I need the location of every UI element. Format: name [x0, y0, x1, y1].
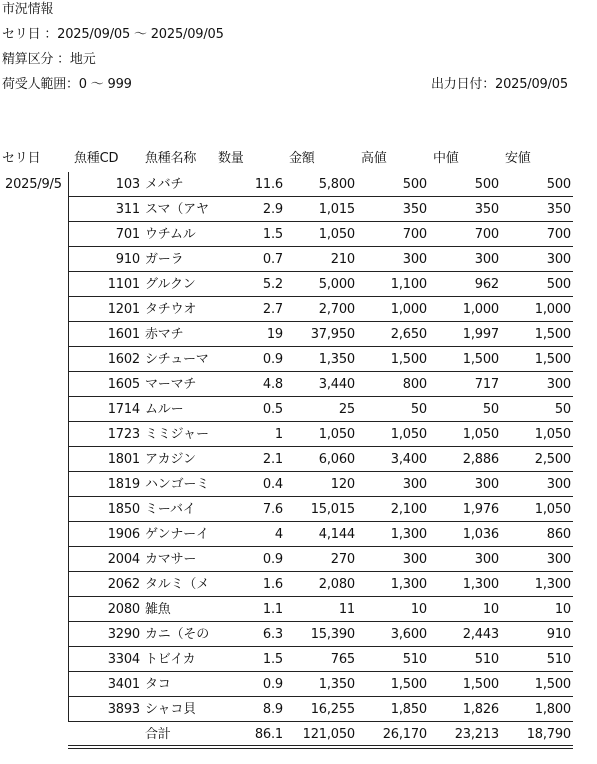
high-price-cell: 2,100: [390, 502, 427, 517]
column-header-amount: 金額: [289, 151, 315, 166]
low-price-cell: 2,500: [534, 452, 571, 467]
seri-date-cell: 2025/9/5: [5, 177, 62, 192]
row-divider: [68, 721, 573, 722]
fish-cd-cell: 1605: [107, 377, 140, 392]
fish-cd-cell: 1714: [107, 402, 140, 417]
fish-cd-cell: 3893: [107, 702, 140, 717]
column-header-quantity: 数量: [218, 151, 244, 166]
low-price-cell: 700: [546, 227, 571, 242]
fish-name-cell: ゲンナーイ: [145, 527, 209, 542]
mid-price-cell: 10: [482, 602, 499, 617]
fish-cd-cell: 103: [115, 177, 140, 192]
quantity-cell: 1.6: [262, 577, 283, 592]
amount-cell: 1,050: [318, 227, 355, 242]
quantity-cell: 2.7: [262, 302, 283, 317]
fish-name-cell: タチウオ: [145, 302, 197, 317]
column-header-fish-cd: 魚種CD: [74, 151, 119, 166]
quantity-cell: 0.4: [262, 477, 283, 492]
row-divider: [68, 446, 573, 447]
total-double-line-top: [68, 745, 573, 746]
mid-price-cell: 1,036: [462, 527, 499, 542]
amount-cell: 5,000: [318, 277, 355, 292]
mid-price-cell: 1,976: [462, 502, 499, 517]
high-price-cell: 300: [402, 252, 427, 267]
quantity-cell: 0.9: [262, 552, 283, 567]
total-double-line-bottom: [68, 748, 573, 749]
quantity-cell: 0.7: [262, 252, 283, 267]
mid-price-cell: 2,886: [462, 452, 499, 467]
low-price-cell: 1,800: [534, 702, 571, 717]
row-divider: [68, 396, 573, 397]
high-price-cell: 300: [402, 552, 427, 567]
mid-price-cell: 1,300: [462, 577, 499, 592]
low-price-cell: 300: [546, 377, 571, 392]
low-price-cell: 350: [546, 202, 571, 217]
high-price-cell: 50: [410, 402, 427, 417]
mid-price-cell: 350: [474, 202, 499, 217]
fish-name-cell: カマサー: [145, 552, 197, 567]
fish-name-cell: ミーバイ: [145, 502, 196, 517]
fish-name-cell: アカジン: [145, 452, 196, 467]
row-divider: [68, 346, 573, 347]
amount-cell: 15,390: [310, 627, 355, 642]
quantity-cell: 11.6: [254, 177, 283, 192]
column-header-high: 高値: [361, 151, 387, 166]
high-price-cell: 2,650: [390, 327, 427, 342]
high-price-cell: 300: [402, 477, 427, 492]
row-divider: [68, 546, 573, 547]
fish-cd-cell: 3290: [107, 627, 140, 642]
fish-cd-cell: 1801: [107, 452, 140, 467]
quantity-cell: 0.5: [262, 402, 283, 417]
total-low: 18,790: [526, 727, 571, 742]
output-date: 出力日付：2025/09/05: [431, 77, 568, 92]
amount-cell: 4,144: [318, 527, 355, 542]
row-divider: [68, 196, 573, 197]
high-price-cell: 10: [410, 602, 427, 617]
mid-price-cell: 1,826: [462, 702, 499, 717]
mid-price-cell: 1,500: [462, 677, 499, 692]
amount-cell: 1,350: [318, 352, 355, 367]
low-price-cell: 1,500: [534, 327, 571, 342]
amount-cell: 1,050: [318, 427, 355, 442]
fish-cd-cell: 311: [115, 202, 140, 217]
amount-cell: 120: [330, 477, 355, 492]
amount-cell: 765: [330, 652, 355, 667]
row-divider: [68, 321, 573, 322]
row-divider: [68, 296, 573, 297]
fish-cd-cell: 2004: [107, 552, 140, 567]
fish-cd-cell: 3304: [107, 652, 140, 667]
fish-cd-cell: 910: [115, 252, 140, 267]
low-price-cell: 50: [554, 402, 571, 417]
fish-name-cell: シャコ貝: [145, 702, 196, 717]
mid-price-cell: 300: [474, 552, 499, 567]
amount-cell: 5,800: [318, 177, 355, 192]
amount-cell: 2,700: [318, 302, 355, 317]
fish-name-cell: 赤マチ: [145, 327, 184, 342]
mid-price-cell: 2,443: [462, 627, 499, 642]
row-divider: [68, 371, 573, 372]
high-price-cell: 1,300: [390, 577, 427, 592]
row-divider: [68, 496, 573, 497]
quantity-cell: 8.9: [262, 702, 283, 717]
fish-cd-cell: 1601: [107, 327, 140, 342]
high-price-cell: 3,400: [390, 452, 427, 467]
high-price-cell: 1,050: [390, 427, 427, 442]
fish-cd-cell: 1819: [107, 477, 140, 492]
fish-cd-cell: 1602: [107, 352, 140, 367]
low-price-cell: 10: [554, 602, 571, 617]
row-divider: [68, 596, 573, 597]
row-divider: [68, 471, 573, 472]
consignee-range: 荷受人範囲：0 〜 999: [2, 77, 132, 92]
mid-price-cell: 500: [474, 177, 499, 192]
high-price-cell: 350: [402, 202, 427, 217]
low-price-cell: 1,500: [534, 352, 571, 367]
high-price-cell: 800: [402, 377, 427, 392]
mid-price-cell: 510: [474, 652, 499, 667]
high-price-cell: 500: [402, 177, 427, 192]
quantity-cell: 4.8: [262, 377, 283, 392]
high-price-cell: 1,000: [390, 302, 427, 317]
fish-cd-cell: 1201: [107, 302, 140, 317]
fish-name-cell: メバチ: [145, 177, 184, 192]
row-divider: [68, 421, 573, 422]
mid-price-cell: 1,000: [462, 302, 499, 317]
low-price-cell: 300: [546, 252, 571, 267]
low-price-cell: 1,000: [534, 302, 571, 317]
low-price-cell: 1,300: [534, 577, 571, 592]
amount-cell: 25: [338, 402, 355, 417]
low-price-cell: 300: [546, 552, 571, 567]
low-price-cell: 1,050: [534, 427, 571, 442]
mid-price-cell: 50: [482, 402, 499, 417]
quantity-cell: 6.3: [262, 627, 283, 642]
quantity-cell: 1.5: [262, 227, 283, 242]
row-divider: [68, 521, 573, 522]
low-price-cell: 500: [546, 277, 571, 292]
fish-name-cell: グルクン: [145, 277, 196, 292]
amount-cell: 270: [330, 552, 355, 567]
low-price-cell: 860: [546, 527, 571, 542]
amount-cell: 15,015: [310, 502, 355, 517]
fish-name-cell: スマ（アヤ: [145, 202, 209, 217]
quantity-cell: 2.1: [262, 452, 283, 467]
high-price-cell: 1,500: [390, 352, 427, 367]
row-divider: [68, 246, 573, 247]
fish-name-cell: マーマチ: [145, 377, 197, 392]
low-price-cell: 1,500: [534, 677, 571, 692]
quantity-cell: 0.9: [262, 677, 283, 692]
mid-price-cell: 700: [474, 227, 499, 242]
quantity-cell: 1.1: [262, 602, 283, 617]
fish-cd-cell: 3401: [107, 677, 140, 692]
fish-cd-cell: 2062: [107, 577, 140, 592]
fish-name-cell: タルミ（メ: [145, 577, 209, 592]
fish-name-cell: シチューマ: [145, 352, 209, 367]
high-price-cell: 700: [402, 227, 427, 242]
column-header-mid: 中値: [433, 151, 459, 166]
fish-name-cell: 雑魚: [145, 602, 171, 617]
mid-price-cell: 1,500: [462, 352, 499, 367]
fish-cd-cell: 1101: [107, 277, 140, 292]
row-divider: [68, 221, 573, 222]
high-price-cell: 3,600: [390, 627, 427, 642]
row-divider: [68, 621, 573, 622]
amount-cell: 37,950: [310, 327, 355, 342]
fish-name-cell: トビイカ: [145, 652, 196, 667]
settlement-category: 精算区分 ：地元: [2, 52, 96, 67]
total-quantity: 86.1: [254, 727, 283, 742]
mid-price-cell: 717: [474, 377, 499, 392]
mid-price-cell: 1,997: [462, 327, 499, 342]
low-price-cell: 910: [546, 627, 571, 642]
column-header-fish-name: 魚種名称: [145, 151, 197, 166]
fish-name-cell: ミミジャー: [145, 427, 209, 442]
low-price-cell: 500: [546, 177, 571, 192]
quantity-cell: 0.9: [262, 352, 283, 367]
amount-cell: 2,080: [318, 577, 355, 592]
total-mid: 23,213: [454, 727, 499, 742]
total-high: 26,170: [382, 727, 427, 742]
amount-cell: 6,060: [318, 452, 355, 467]
amount-cell: 16,255: [310, 702, 355, 717]
report-title: 市況情報: [2, 2, 54, 17]
fish-name-cell: ガーラ: [145, 252, 184, 267]
low-price-cell: 1,050: [534, 502, 571, 517]
quantity-cell: 19: [266, 327, 283, 342]
quantity-cell: 4: [274, 527, 283, 542]
low-price-cell: 300: [546, 477, 571, 492]
quantity-cell: 5.2: [262, 277, 283, 292]
fish-name-cell: ムルー: [145, 402, 184, 417]
total-amount: 121,050: [302, 727, 355, 742]
low-price-cell: 510: [546, 652, 571, 667]
row-divider: [68, 571, 573, 572]
mid-price-cell: 1,050: [462, 427, 499, 442]
fish-name-cell: ウチムル: [145, 227, 196, 242]
quantity-cell: 1.5: [262, 652, 283, 667]
amount-cell: 1,015: [318, 202, 355, 217]
fish-name-cell: ハンゴーミ: [145, 477, 209, 492]
total-label: 合計: [145, 727, 171, 742]
amount-cell: 210: [330, 252, 355, 267]
seri-date-range: セリ日 ：2025/09/05 〜 2025/09/05: [2, 27, 224, 42]
amount-cell: 11: [338, 602, 355, 617]
mid-price-cell: 300: [474, 477, 499, 492]
column-header-seri-date: セリ日: [2, 151, 41, 166]
row-divider: [68, 271, 573, 272]
amount-cell: 1,350: [318, 677, 355, 692]
mid-price-cell: 300: [474, 252, 499, 267]
quantity-cell: 7.6: [262, 502, 283, 517]
row-divider: [68, 671, 573, 672]
high-price-cell: 1,850: [390, 702, 427, 717]
high-price-cell: 510: [402, 652, 427, 667]
high-price-cell: 1,300: [390, 527, 427, 542]
mid-price-cell: 962: [474, 277, 499, 292]
high-price-cell: 1,500: [390, 677, 427, 692]
row-divider: [68, 646, 573, 647]
fish-name-cell: タコ: [145, 677, 171, 692]
fish-cd-cell: 1906: [107, 527, 140, 542]
column-header-low: 安値: [505, 151, 531, 166]
quantity-cell: 2.9: [262, 202, 283, 217]
amount-cell: 3,440: [318, 377, 355, 392]
fish-cd-cell: 701: [115, 227, 140, 242]
quantity-cell: 1: [274, 427, 283, 442]
fish-name-cell: カニ（その: [145, 627, 209, 642]
row-divider: [68, 696, 573, 697]
fish-cd-cell: 1850: [107, 502, 140, 517]
fish-cd-cell: 2080: [107, 602, 140, 617]
high-price-cell: 1,100: [390, 277, 427, 292]
fish-cd-cell: 1723: [107, 427, 140, 442]
